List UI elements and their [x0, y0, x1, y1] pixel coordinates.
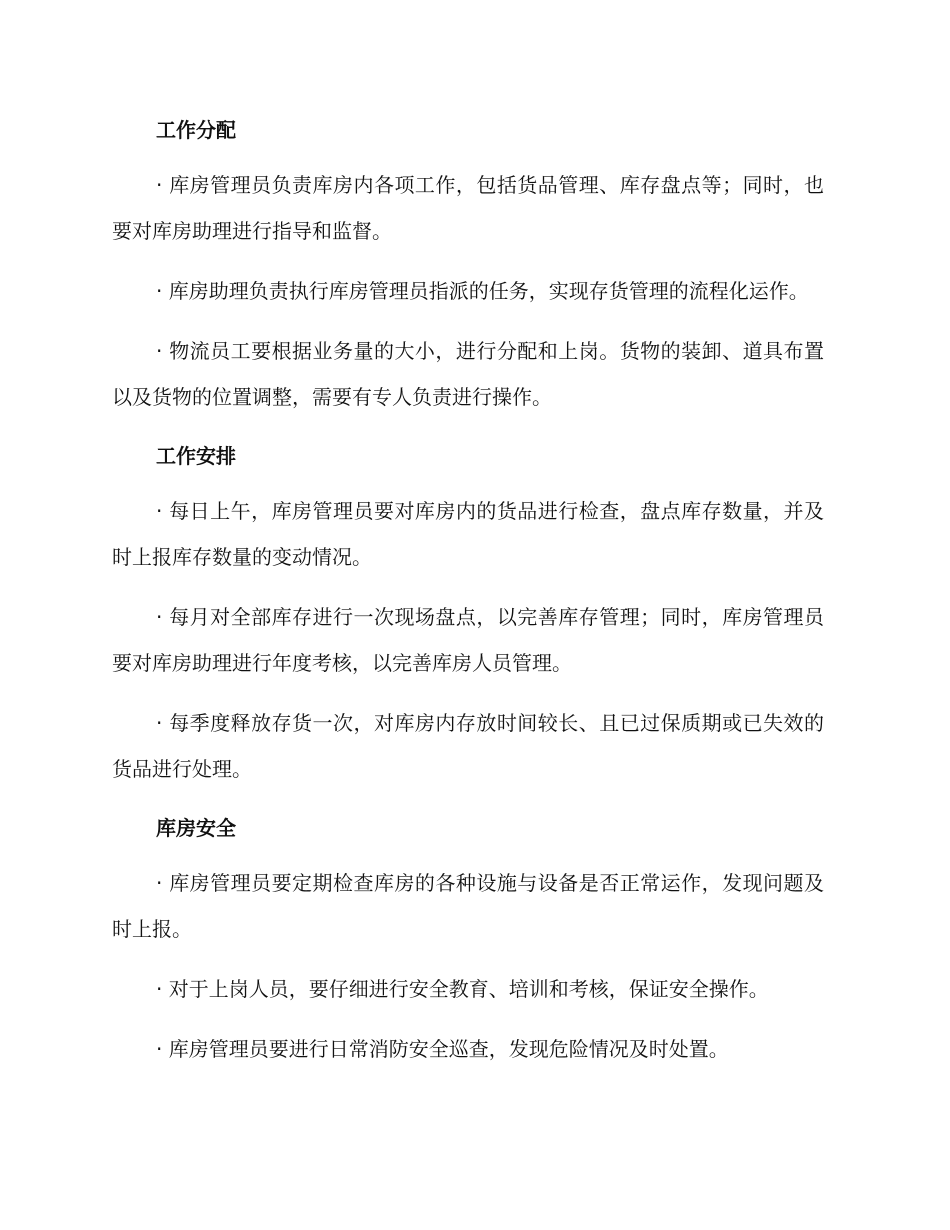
document-page — [112, 108, 824, 1072]
paragraph: · 物流员工要根据业务量的大小，进行分配和上岗。货物的装卸、道具布置以及货物的位置调整，需要有专人负责进行操作。 — [112, 339, 824, 409]
paragraph: · 每日上午，库房管理员要对库房内的货品进行检查，盘点库存数量，并及时上报库存数量的变动情况。 — [112, 499, 824, 569]
paragraph: · 库房管理员负责库房内各项工作，包括货品管理、库存盘点等；同时，也要对库房助理进行指导和监督。 — [112, 173, 824, 243]
paragraph: · 库房助理负责执行库房管理员指派的任务，实现存货管理的流程化运作。 — [156, 279, 809, 303]
section-heading-warehouse-safety: 库房安全 — [156, 816, 236, 840]
section-heading-work-schedule: 工作安排 — [156, 444, 236, 468]
paragraph: · 每季度释放存货一次，对库房内存放时间较长、且已过保质期或已失效的货品进行处理。 — [112, 711, 824, 781]
paragraph: · 对于上岗人员，要仔细进行安全教育、培训和考核，保证安全操作。 — [156, 977, 769, 1001]
paragraph: · 每月对全部库存进行一次现场盘点，以完善库存管理；同时，库房管理员要对库房助理进行年度考核，以完善库房人员管理。 — [112, 605, 824, 675]
paragraph: · 库房管理员要进行日常消防安全巡查，发现危险情况及时处置。 — [156, 1037, 729, 1061]
paragraph: · 库房管理员要定期检查库房的各种设施与设备是否正常运作，发现问题及时上报。 — [112, 871, 824, 941]
section-heading-work-assignment: 工作分配 — [156, 118, 236, 142]
